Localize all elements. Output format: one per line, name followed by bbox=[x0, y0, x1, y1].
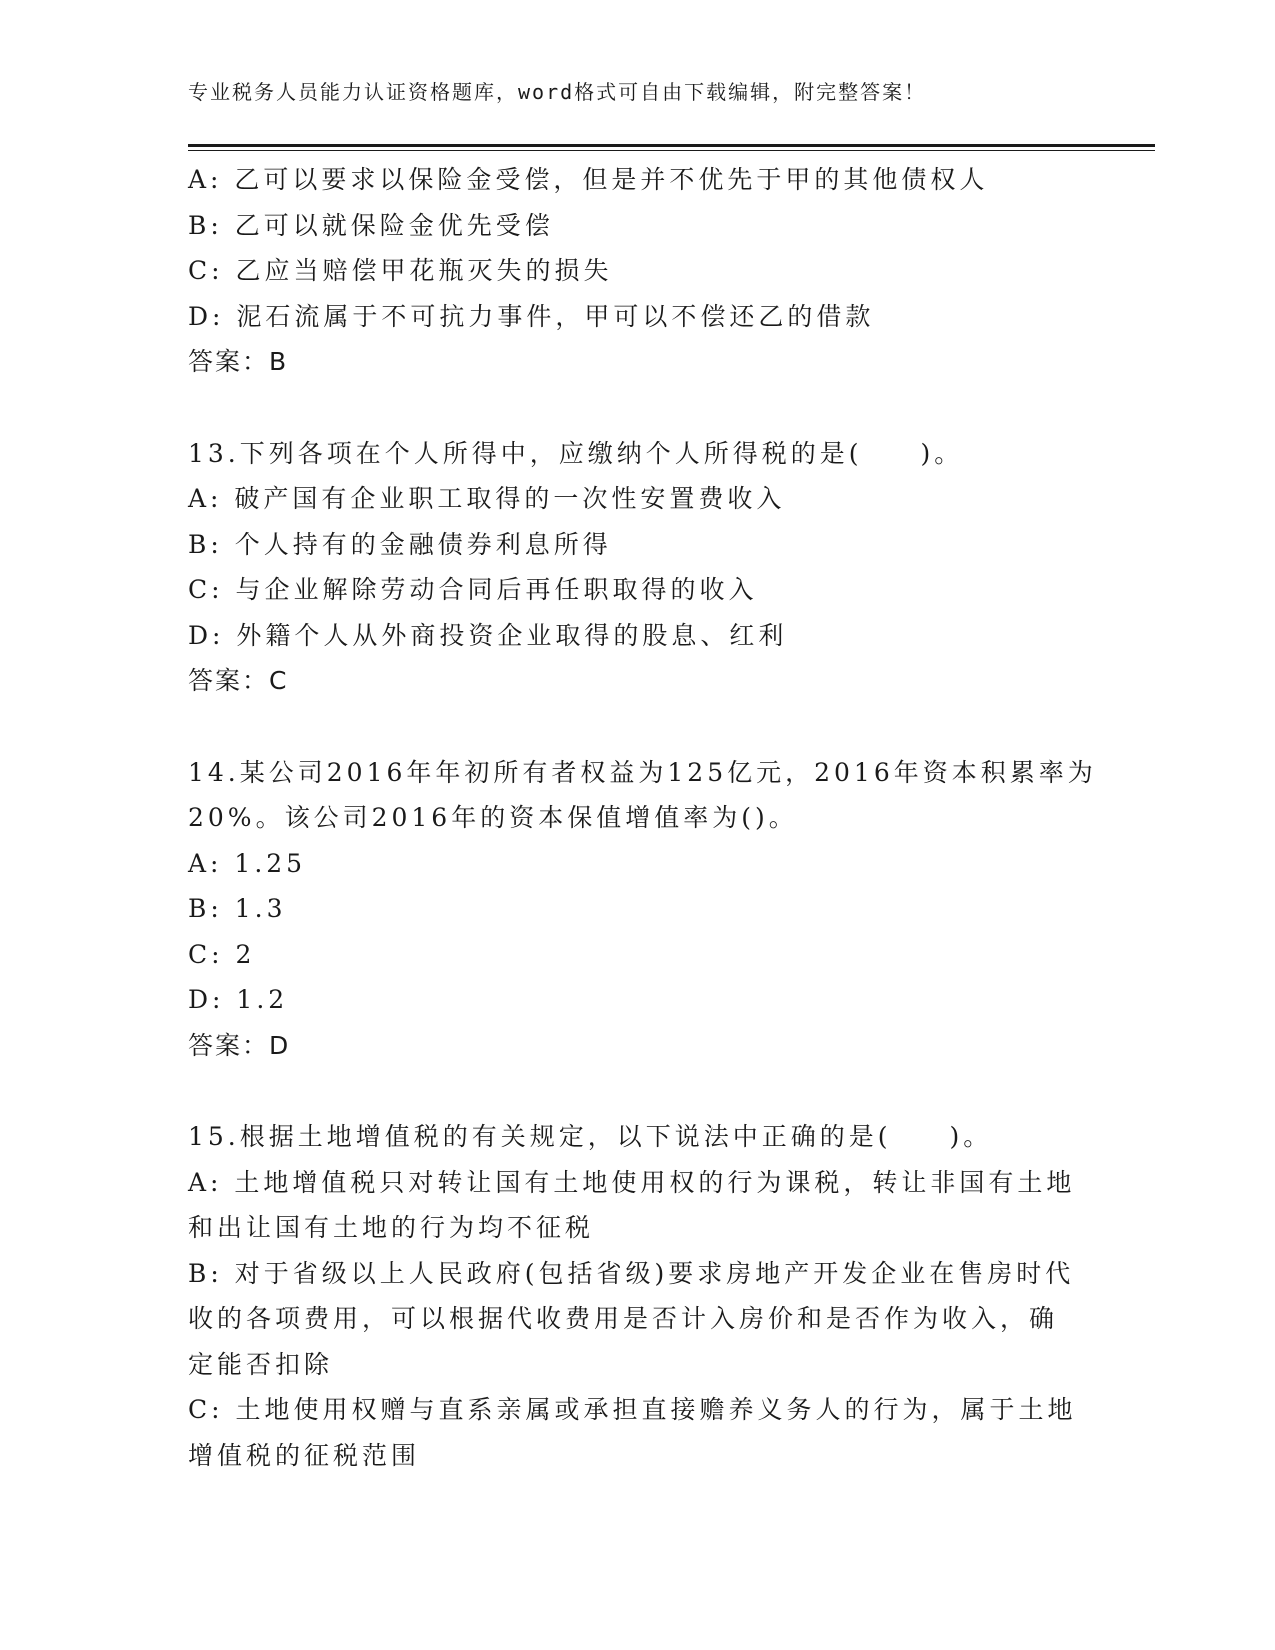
question-14 bbox=[188, 750, 1097, 1069]
option-b: B: 个人持有的金融债券利息所得 bbox=[188, 529, 612, 559]
option-c-line-2: 增值税的征税范围 bbox=[188, 1440, 421, 1470]
spacer bbox=[188, 704, 1088, 750]
option-d: D: 1.2 bbox=[188, 985, 289, 1014]
page-header: 专业税务人员能力认证资格题库，word格式可自由下载编辑，附完整答案！ bbox=[188, 80, 927, 104]
option-a: A: 破产国有企业职工取得的一次性安置费收入 bbox=[188, 484, 786, 513]
question-text-line-1: 14.某公司2016年年初所有者权益为125亿元，2016年资本积累率为 bbox=[188, 757, 1097, 787]
answer: 答案：D bbox=[188, 1030, 291, 1060]
option-c: C: 乙应当赔偿甲花瓶灭失的损失 bbox=[188, 256, 613, 285]
question-13 bbox=[188, 431, 1088, 704]
option-d: D: 泥石流属于不可抗力事件，甲可以不偿还乙的借款 bbox=[188, 301, 875, 331]
answer: 答案：C bbox=[188, 666, 289, 695]
option-a-line-2: 和出让国有土地的行为均不征税 bbox=[188, 1213, 595, 1242]
question-text: 13.下列各项在个人所得中，应缴纳个人所得税的是( )。 bbox=[188, 438, 964, 468]
option-a-line-1: A: 土地增值税只对转让国有土地使用权的行为课税，转让非国有土地 bbox=[188, 1167, 1076, 1197]
option-b: B: 乙可以就保险金优先受偿 bbox=[188, 210, 554, 240]
spacer bbox=[188, 385, 1088, 431]
document-content bbox=[188, 157, 1097, 1478]
option-c: C: 与企业解除劳动合同后再任职取得的收入 bbox=[188, 575, 758, 604]
spacer bbox=[188, 1068, 1088, 1114]
answer: 答案：B bbox=[188, 347, 289, 376]
option-b-line-3: 定能否扣除 bbox=[188, 1349, 334, 1379]
header-rule-thin bbox=[188, 150, 1155, 151]
option-c-line-1: C: 土地使用权赠与直系亲属或承担直接赡养义务人的行为，属于土地 bbox=[188, 1395, 1077, 1424]
option-b-line-1: B: 对于省级以上人民政府(包括省级)要求房地产开发企业在售房时代 bbox=[188, 1258, 1075, 1288]
option-a: A: 乙可以要求以保险金受偿，但是并不优先于甲的其他债权人 bbox=[188, 165, 989, 194]
question-12 bbox=[188, 157, 1088, 385]
question-15 bbox=[188, 1114, 1088, 1478]
header-rule-thick bbox=[188, 144, 1155, 147]
option-d: D: 外籍个人从外商投资企业取得的股息、红利 bbox=[188, 620, 788, 650]
option-b-line-2: 收的各项费用，可以根据代收费用是否计入房价和是否作为收入，确 bbox=[188, 1304, 1059, 1333]
option-a: A: 1.25 bbox=[188, 848, 307, 878]
question-text-line-2: 20%。该公司2016年的资本保值增值率为()。 bbox=[188, 803, 798, 832]
option-b: B: 1.3 bbox=[188, 894, 287, 923]
question-text: 15.根据土地增值税的有关规定，以下说法中正确的是( )。 bbox=[188, 1122, 993, 1151]
option-c: C: 2 bbox=[188, 939, 256, 969]
